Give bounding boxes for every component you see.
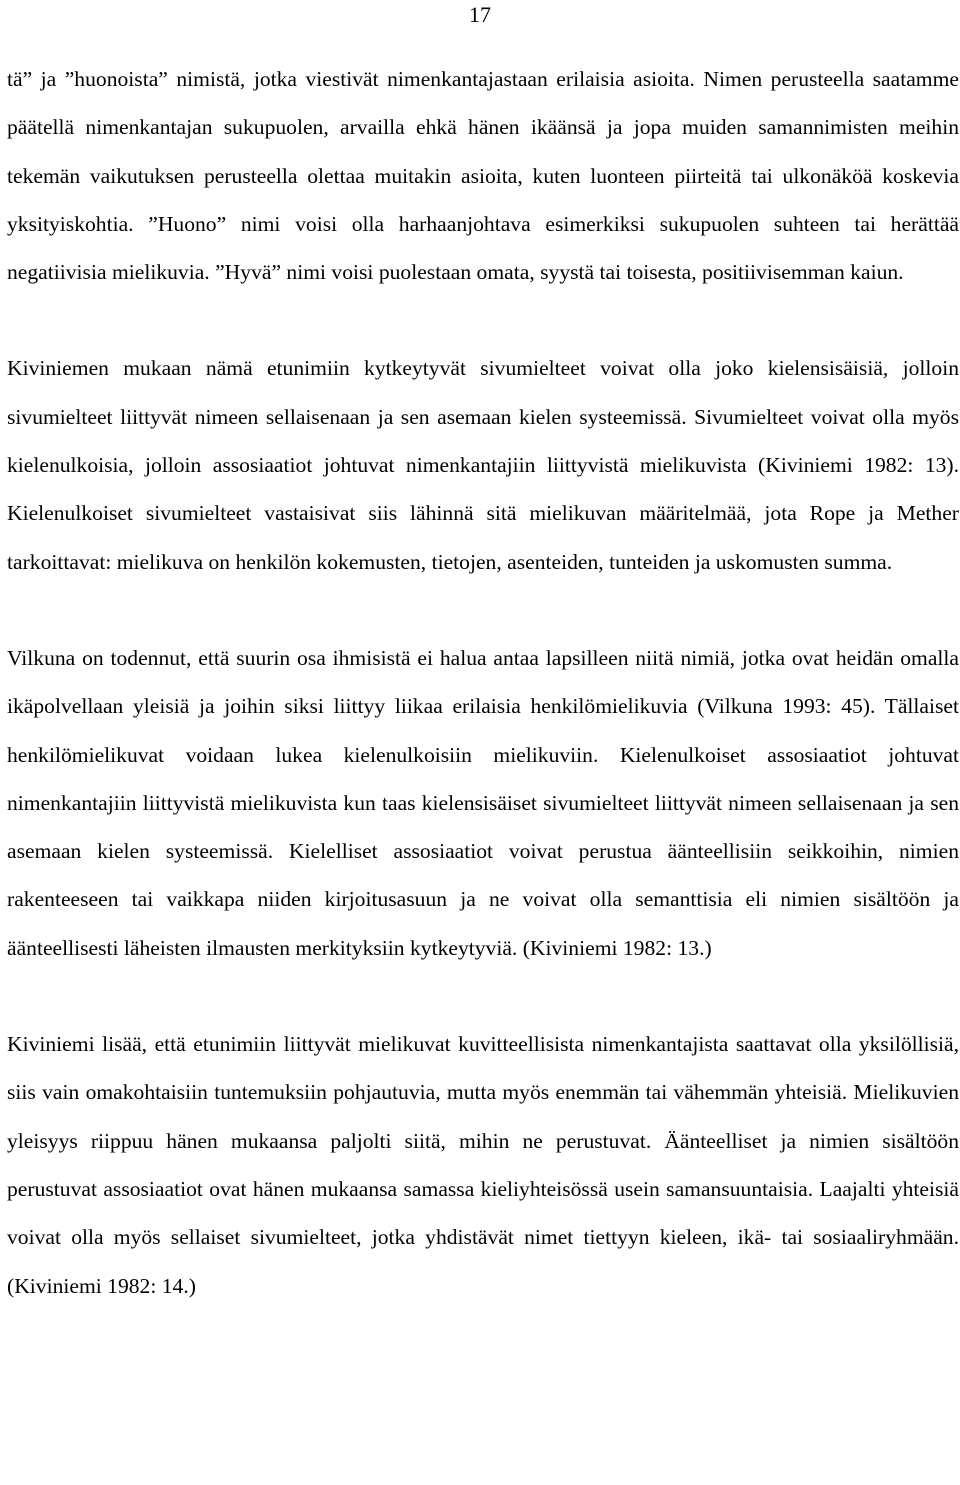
paragraph-4: Kiviniemi lisää, että etunimiin liittyvät mielikuvat kuvitteellisista nimenkantajista saattavat olla yksilöllisiä, siis vain omakohtaisiin tuntemuksiin pohjautuvia, mutta myös enemmän tai vähemmän yhteisiä. Mielikuvien yleisyys riippuu hänen mukaansa paljolti siitä, mihin ne perustuvat. Äänteelliset ja nimien sisältöön perustuvat assosiaatiot ovat hänen mukaansa samassa kieliyhteisössä usein samansuuntaisia. Laajalti yhteisiä voivat olla myös sellaiset sivumielteet, jotka yhdistävät nimet tiettyyn kieleen, ikä- tai sosiaaliryhmään. (Kiviniemi 1982: 14.) — [7, 1032, 959, 1298]
page-number: 17 — [469, 2, 491, 27]
paragraph-3: Vilkuna on todennut, että suurin osa ihmisistä ei halua antaa lapsilleen niitä nimiä, jotka ovat heidän omalla ikäpolvellaan yleisiä ja joihin siksi liittyy liikaa erilaisia henkilömielikuvia (Vilkuna 1993: 45). Tällaiset henkilömielikuvat voidaan lukea kielenulkoisiin mielikuviin. Kielenulkoiset assosiaatiot johtuvat nimenkantajiin liittyvistä mielikuvista kun taas kielensisäiset sivumielteet liittyvät nimeen sellaisenaan ja sen asemaan kielen systeemissä. Kielelliset assosiaatiot voivat perustua äänteellisiin seikkoihin, nimien rakenteeseen tai vaikkapa niiden kirjoitusasuun ja ne voivat olla semanttisia eli nimien sisältöön ja äänteellisesti läheisten ilmausten merkityksiin kytkeytyviä. (Kiviniemi 1982: 13.) — [7, 645, 959, 960]
paragraph-1: tä” ja ”huonoista” nimistä, jotka viestivät nimenkantajastaan erilaisia asioita. Nimen perusteella saatamme päätellä nimenkantajan sukupuolen, arvailla ehkä hänen ikäänsä ja jopa muiden samannimisten meihin tekemän vaikutuksen perusteella olettaa muitakin asioita, kuten luonteen piirteitä tai ulkonäköä koskevia yksityiskohtia. ”Huono” nimi voisi olla harhaanjohtava esimerkiksi sukupuolen suhteen tai herättää negatiivisia mielikuvia. ”Hyvä” nimi voisi puolestaan omata, syystä tai toisesta, positiivisemman kaiun. — [7, 67, 959, 285]
paragraph-2: Kiviniemen mukaan nämä etunimiin kytkeytyvät sivumielteet voivat olla joko kielensisäisiä, jolloin sivumielteet liittyvät nimeen sellaisenaan ja sen asemaan kielen systeemissä. Sivumielteet voivat olla myös kielenulkoisia, jolloin assosiaatiot johtuvat nimenkantajiin liittyvistä mielikuvista (Kiviniemi 1982: 13). Kielenulkoiset sivumielteet vastaisivat siis lähinnä sitä mielikuvan määritelmää, jota Rope ja Mether tarkoittavat: mielikuva on henkilön kokemusten, tietojen, asenteiden, tunteiden ja uskomusten summa. — [7, 356, 959, 574]
paragraph-spacer — [7, 586, 959, 634]
paragraph-spacer — [7, 972, 959, 1020]
body-text — [7, 55, 959, 1310]
paragraph-spacer — [7, 296, 959, 344]
